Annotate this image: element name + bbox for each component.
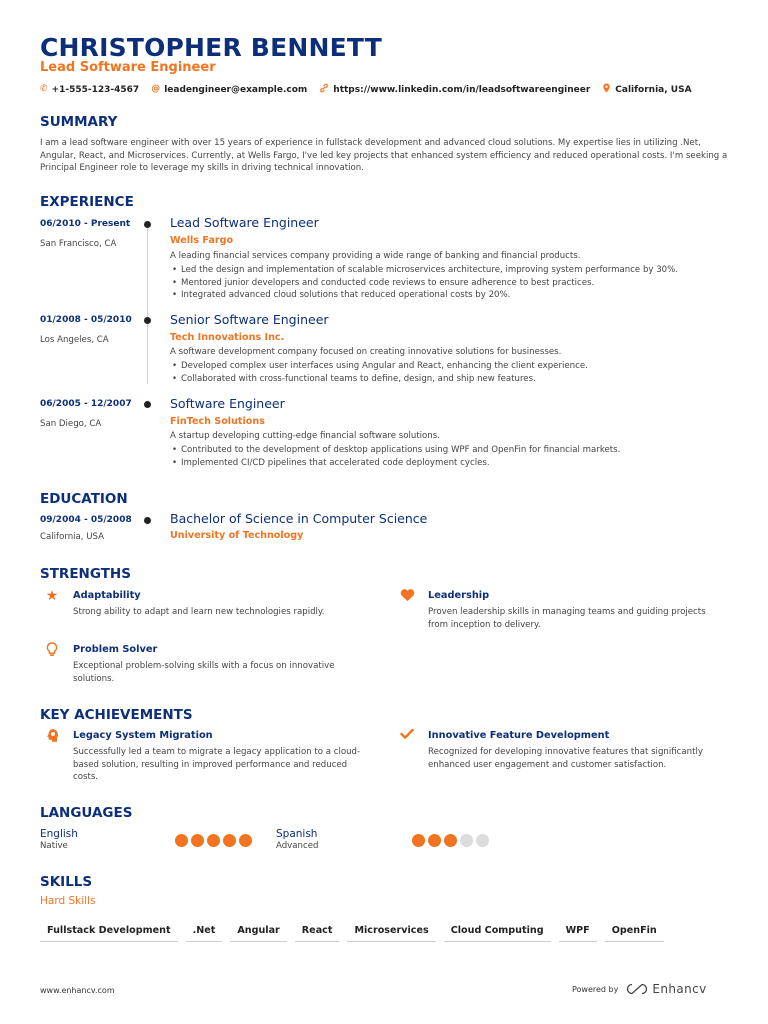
star-icon: ★ [45, 588, 59, 604]
language-name: English [40, 828, 78, 840]
achievement-description: Successfully led a team to migrate a legacy application to a cloud-based solution, resulting in improved performance and reduced costs. [73, 747, 361, 782]
contact-location [602, 83, 691, 96]
link-icon [319, 83, 329, 96]
language-level: Advanced [276, 841, 319, 851]
phone-text: +1-555-123-4567 [51, 84, 140, 95]
rating-dot [223, 834, 236, 847]
exp-title: Software Engineer [170, 396, 285, 411]
linkedin-text: https://www.linkedin.com/in/leadsoftwareengineer [333, 84, 591, 95]
strength-title: Leadership [428, 590, 490, 601]
language-name: Spanish [276, 828, 318, 840]
language-rating [175, 834, 252, 847]
skill-tag: .Net [186, 923, 223, 942]
at-icon: @ [151, 84, 161, 94]
exp-bullet: • Developed complex user interfaces using Angular and React, enhancing the client experience. [172, 360, 588, 373]
exp-date: 06/2005 - 12/2007 [40, 399, 132, 409]
skill-tags [40, 923, 664, 942]
strength-description: Proven leadership skills in managing teams and guiding projects from inception to delivery. [428, 607, 706, 630]
strength-title: Problem Solver [73, 644, 158, 655]
exp-bullet: • Integrated advanced cloud solutions that reduced operational costs by 20%. [172, 289, 678, 302]
contact-linkedin[interactable] [319, 83, 590, 96]
skill-tag: Microservices [347, 923, 435, 942]
exp-company: Wells Fargo [170, 235, 234, 246]
exp-company: Tech Innovations Inc. [170, 332, 285, 343]
footer-branding[interactable] [572, 982, 707, 996]
exp-description: A software development company focused on creating innovative solutions for businesses. [170, 347, 562, 357]
brand-name: Enhancv [652, 982, 707, 996]
skill-tag: React [295, 923, 340, 942]
powered-by-text: Powered by [572, 984, 619, 994]
exp-title: Senior Software Engineer [170, 312, 329, 327]
exp-bullets [172, 444, 620, 469]
edu-degree: Bachelor of Science in Computer Science [170, 511, 428, 526]
skills-heading: SKILLS [40, 874, 93, 890]
experience-timeline [147, 226, 148, 384]
exp-location: San Diego, CA [40, 419, 102, 429]
lightbulb-icon [44, 642, 60, 658]
skill-tag: Angular [230, 923, 286, 942]
brand-logo [626, 982, 706, 996]
timeline-dot [144, 517, 151, 524]
rating-dot [191, 834, 204, 847]
achievement-description: Recognized for developing innovative features that significantly enhanced user engagement and customer satisfaction. [428, 747, 703, 770]
edu-location: California, USA [40, 532, 105, 542]
location-pin-icon [602, 83, 611, 96]
exp-bullet: • Mentored junior developers and conducted code reviews to ensure adherence to best practices. [172, 277, 678, 290]
skill-tag: WPF [559, 923, 597, 942]
contact-email[interactable] [151, 83, 307, 96]
education-heading: EDUCATION [40, 491, 128, 507]
exp-location: Los Angeles, CA [40, 335, 109, 345]
exp-bullet: • Led the design and implementation of scalable microservices architecture, improving system performance by 30%. [172, 264, 678, 277]
exp-description: A leading financial services company providing a wide range of banking and financial products. [170, 251, 581, 261]
language-level: Native [40, 841, 68, 851]
edu-school: University of Technology [170, 530, 304, 541]
summary-text: I am a lead software engineer with over 15 years of experience in fullstack development and advanced cloud solutions. My expertise lies in utilizing .Net, Angular, React, and Microservices. Currently, at Wells Fargo, I've led key projects that enhanced system efficiency and reduced operational costs. I'm seeking a Principal Engineer role to leverage my skills in driving technical innovation. [40, 138, 728, 173]
exp-location: San Francisco, CA [40, 239, 117, 249]
exp-date: 01/2008 - 05/2010 [40, 315, 132, 325]
exp-title: Lead Software Engineer [170, 215, 319, 230]
skill-tag: OpenFin [605, 923, 664, 942]
exp-bullet: • Collaborated with cross-functional teams to define, design, and ship new features. [172, 373, 588, 386]
summary-heading: SUMMARY [40, 114, 118, 130]
checkmark-icon [399, 728, 415, 744]
footer-website-link[interactable]: www.enhancv.com [40, 986, 115, 995]
heart-icon [399, 588, 415, 604]
contact-bar [40, 83, 692, 96]
strength-description: Exceptional problem-solving skills with a focus on innovative solutions. [73, 661, 335, 684]
candidate-name: CHRISTOPHER BENNETT [40, 33, 382, 62]
brain-head-icon [44, 728, 60, 744]
rating-dot [444, 834, 457, 847]
timeline-dot [144, 401, 151, 408]
location-text: California, USA [615, 84, 692, 95]
exp-company: FinTech Solutions [170, 416, 265, 427]
rating-dot [207, 834, 220, 847]
skills-subtitle: Hard Skills [40, 895, 96, 907]
skill-tag: Cloud Computing [444, 923, 551, 942]
languages-heading: LANGUAGES [40, 805, 133, 821]
rating-dot [460, 834, 473, 847]
exp-bullet: • Implemented CI/CD pipelines that accelerated code deployment cycles. [172, 457, 620, 470]
exp-description: A startup developing cutting-edge financial software solutions. [170, 431, 440, 441]
achievement-title: Legacy System Migration [73, 730, 213, 741]
rating-dot [428, 834, 441, 847]
rating-dot [239, 834, 252, 847]
phone-icon: ✆ [40, 84, 48, 94]
contact-phone[interactable] [40, 83, 139, 96]
enhancv-logo-icon [626, 983, 648, 995]
strength-description: Strong ability to adapt and learn new technologies rapidly. [73, 607, 325, 617]
rating-dot [476, 834, 489, 847]
rating-dot [412, 834, 425, 847]
strength-title: Adaptability [73, 590, 141, 601]
timeline-dot [144, 221, 151, 228]
skill-tag: Fullstack Development [40, 923, 178, 942]
rating-dot [175, 834, 188, 847]
edu-date: 09/2004 - 05/2008 [40, 515, 132, 525]
achievements-heading: KEY ACHIEVEMENTS [40, 707, 193, 723]
strengths-heading: STRENGTHS [40, 566, 131, 582]
candidate-role: Lead Software Engineer [40, 60, 216, 75]
language-rating [412, 834, 489, 847]
exp-bullets [172, 360, 588, 385]
experience-heading: EXPERIENCE [40, 194, 134, 210]
exp-bullet: • Contributed to the development of desktop applications using WPF and OpenFin for financial markets. [172, 444, 620, 457]
timeline-dot [144, 317, 151, 324]
achievement-title: Innovative Feature Development [428, 730, 610, 741]
email-text: leadengineer@example.com [164, 84, 308, 95]
exp-bullets [172, 264, 678, 302]
exp-date: 06/2010 - Present [40, 219, 131, 229]
